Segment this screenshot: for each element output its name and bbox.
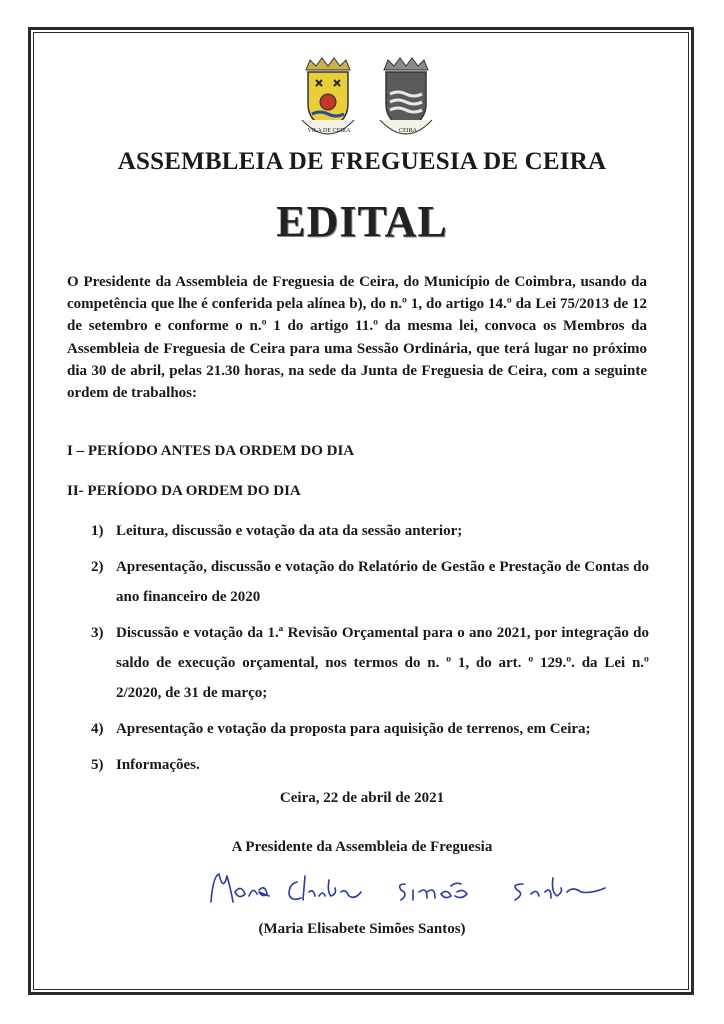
agenda-item [91, 516, 649, 546]
agenda-item-text: Apresentação e votação da proposta para aquisição de terrenos, em Ceira; [116, 721, 591, 737]
vila-de-ceira-crest-icon [302, 58, 354, 134]
agenda-item-number: 1) [91, 523, 104, 539]
agenda-item [91, 750, 649, 780]
agenda-item-number: 2) [91, 559, 104, 575]
agenda-item [91, 618, 649, 708]
agenda-item-number: 5) [91, 757, 104, 773]
right-crest-motto: CEIRA [399, 128, 417, 134]
agenda-item-text: Apresentação, discussão e votação do Relatório de Gestão e Prestação de Contas do ano financeiro de 2020 [116, 559, 649, 605]
agenda-item-text: Informações. [116, 757, 200, 773]
handwritten-signature [205, 862, 625, 918]
section-heading-2: II- PERÍODO DA ORDEM DO DIA [67, 483, 301, 499]
section-heading-1: I – PERÍODO ANTES DA ORDEM DO DIA [67, 443, 355, 459]
ceira-crest-icon [380, 58, 432, 134]
page-title: ASSEMBLEIA DE FREGUESIA DE CEIRA [117, 148, 607, 175]
agenda-item-number: 3) [91, 625, 104, 641]
signatory-role: A Presidente da Assembleia de Freguesia [231, 839, 493, 855]
signatory-name: (Maria Elisabete Simões Santos) [258, 921, 466, 937]
intro-paragraph: O Presidente da Assembleia de Freguesia de Ceira, do Município de Coimbra, usando da competência que lhe é conferida pela alínea b), do n.º 1, do artigo 14.º da Lei 75/2013 de 12 de setembro e conforme o n.º 1 do artigo 11.º da mesma lei, convoca os Membros da Assembleia de Freguesia de Ceira para uma Sessão Ordinária, que terá lugar no próximo dia 30 de abril, pelas 21.30 horas, na sede da Junta de Freguesia de Ceira, com a seguinte ordem de trabalhos: [67, 274, 647, 402]
agenda-item-text: Discussão e votação da 1.ª Revisão Orçamental para o ano 2021, por integração do saldo de execução orçamental, nos termos do n. º 1, do art. º 129.º. da Lei n.º 2/2020, de 31 de março; [116, 625, 649, 701]
agenda-item [91, 552, 649, 612]
agenda-item-text: Leitura, discussão e votação da ata da sessão anterior; [116, 523, 463, 539]
agenda-list [91, 516, 649, 786]
agenda-item-number: 4) [91, 721, 104, 737]
agenda-item [91, 714, 649, 744]
document-date: Ceira, 22 de abril de 2021 [279, 790, 445, 806]
left-crest-motto: VILA DE CEIRA [307, 128, 351, 134]
document-heading: EDITAL [276, 197, 448, 246]
